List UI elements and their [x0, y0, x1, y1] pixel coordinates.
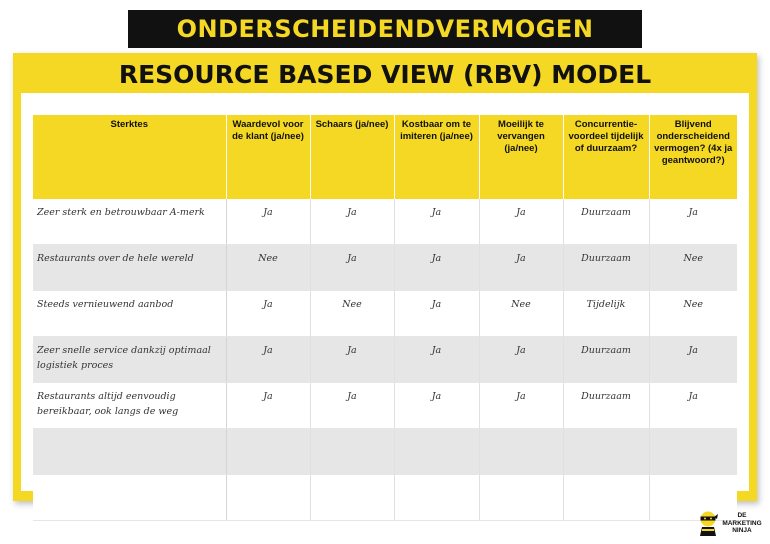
- table-cell: [226, 429, 310, 475]
- table-row: [33, 383, 737, 429]
- table-cell: Ja: [649, 199, 737, 245]
- table-row: [33, 245, 737, 291]
- table-row: [33, 199, 737, 245]
- ninja-icon: [697, 510, 719, 536]
- header-cell: Moeilijk te vervangen (ja/nee): [479, 115, 563, 199]
- table-cell: Ja: [226, 383, 310, 429]
- table-cell: Nee: [310, 291, 394, 337]
- table-row: [33, 337, 737, 383]
- table-row: [33, 291, 737, 337]
- table-cell: Restaurants altijd eenvoudig bereikbaar, ook langs de weg: [33, 383, 226, 429]
- table-cell: [479, 475, 563, 521]
- table-cell: Ja: [310, 245, 394, 291]
- header-row: [33, 115, 737, 199]
- table-cell: Ja: [310, 383, 394, 429]
- table-cell: [33, 475, 226, 521]
- table-row: [33, 429, 737, 475]
- table-cell: [226, 475, 310, 521]
- table-cell: [33, 429, 226, 475]
- table-cell: Ja: [479, 245, 563, 291]
- table-cell: Ja: [310, 199, 394, 245]
- table-cell: Ja: [394, 245, 479, 291]
- table-cell: Nee: [479, 291, 563, 337]
- banner-title: ONDERSCHEIDENDVERMOGEN: [176, 15, 594, 43]
- table-cell: [310, 429, 394, 475]
- table-cell: [310, 475, 394, 521]
- table-cell: Duurzaam: [563, 245, 649, 291]
- table-cell: Ja: [226, 291, 310, 337]
- table-cell: Duurzaam: [563, 383, 649, 429]
- brand-logo: [697, 510, 763, 538]
- table-cell: [394, 475, 479, 521]
- table-cell: Ja: [394, 383, 479, 429]
- table-cell: Tijdelijk: [563, 291, 649, 337]
- table-cell: [649, 429, 737, 475]
- table-cell: Ja: [649, 383, 737, 429]
- table-cell: Nee: [649, 245, 737, 291]
- table-cell: Zeer snelle service dankzij optimaal logistiek proces: [33, 337, 226, 383]
- table-cell: Nee: [226, 245, 310, 291]
- table-cell: Ja: [394, 337, 479, 383]
- table-cell: [479, 429, 563, 475]
- table-cell: Nee: [649, 291, 737, 337]
- table-cell: Ja: [226, 199, 310, 245]
- header-cell: Concurrentie-voordeel tijdelijk of duurzaam?: [563, 115, 649, 199]
- header-cell: Kostbaar om te imiteren (ja/nee): [394, 115, 479, 199]
- header-cell: Blijvend onderscheidend vermogen? (4x ja geantwoord?): [649, 115, 737, 199]
- header-cell: Waardevol voor de klant (ja/nee): [226, 115, 310, 199]
- table-cell: Steeds vernieuwend aanbod: [33, 291, 226, 337]
- header-cell: Sterktes: [33, 115, 226, 199]
- table-row: [33, 475, 737, 521]
- table-cell: Ja: [479, 383, 563, 429]
- logo-line: NINJA: [732, 527, 752, 534]
- table-cell: Ja: [226, 337, 310, 383]
- table-cell: [563, 429, 649, 475]
- logo-text: [720, 512, 764, 535]
- logo-line: MARKETING: [722, 519, 762, 527]
- table-cell: Ja: [649, 337, 737, 383]
- table-cell: Ja: [479, 337, 563, 383]
- card-title: RESOURCE BASED VIEW (RBV) MODEL: [118, 60, 652, 89]
- table-cell: Ja: [394, 291, 479, 337]
- worksheet: [21, 93, 749, 491]
- table-cell: [563, 475, 649, 521]
- table-cell: Ja: [394, 199, 479, 245]
- header-cell: Schaars (ja/nee): [310, 115, 394, 199]
- table-cell: Zeer sterk en betrouwbaar A-merk: [33, 199, 226, 245]
- top-banner: [128, 10, 642, 48]
- table-cell: Ja: [479, 199, 563, 245]
- table-cell: Restaurants over de hele wereld: [33, 245, 226, 291]
- logo-line: DE: [737, 512, 747, 519]
- table-cell: [394, 429, 479, 475]
- rbv-card: [13, 53, 757, 501]
- table-cell: Duurzaam: [563, 337, 649, 383]
- table-cell: Duurzaam: [563, 199, 649, 245]
- rbv-table: [33, 115, 737, 521]
- table-cell: Ja: [310, 337, 394, 383]
